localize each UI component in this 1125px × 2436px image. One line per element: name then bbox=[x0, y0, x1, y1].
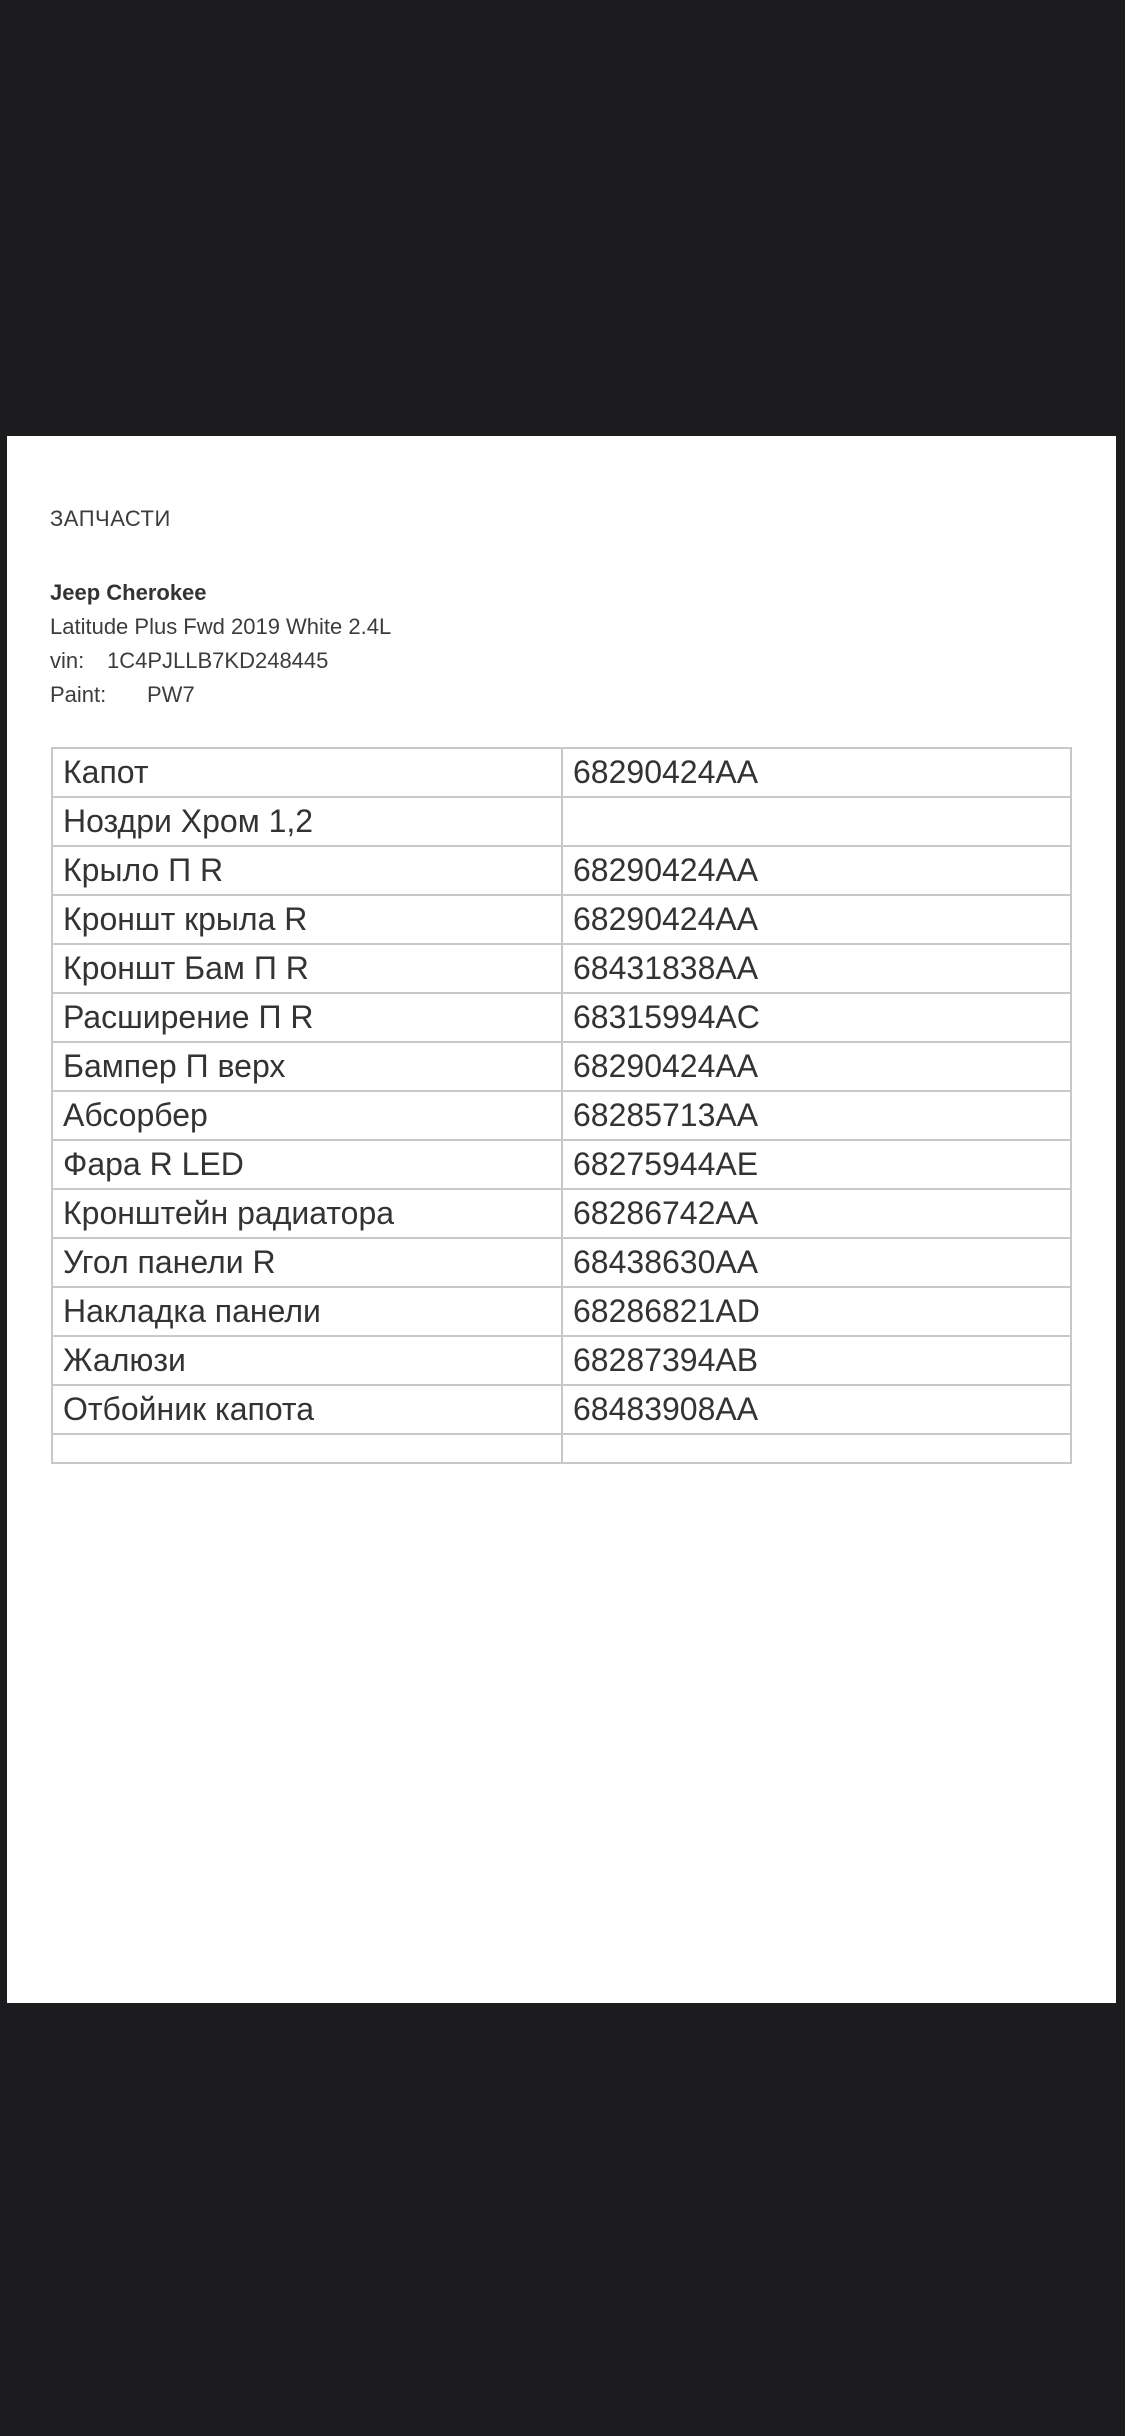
table-row bbox=[52, 1287, 1071, 1336]
document-page bbox=[7, 436, 1116, 2003]
part-name: Кронштейн радиатора bbox=[52, 1189, 562, 1238]
part-number: 68438630AA bbox=[562, 1238, 1071, 1287]
empty-cell bbox=[562, 1434, 1071, 1463]
table-row bbox=[52, 1238, 1071, 1287]
vehicle-trim: Latitude Plus Fwd 2019 White 2.4L bbox=[50, 614, 392, 639]
part-name: Абсорбер bbox=[52, 1091, 562, 1140]
part-number: 68285713AA bbox=[562, 1091, 1071, 1140]
section-title: ЗАПЧАСТИ bbox=[50, 506, 171, 531]
table-row bbox=[52, 748, 1071, 797]
part-name: Крыло П R bbox=[52, 846, 562, 895]
table-row bbox=[52, 895, 1071, 944]
part-number bbox=[562, 797, 1071, 846]
part-name: Бампер П верх bbox=[52, 1042, 562, 1091]
part-number: 68286742AA bbox=[562, 1189, 1071, 1238]
table-row bbox=[52, 846, 1071, 895]
part-number: 68290424AA bbox=[562, 748, 1071, 797]
vin-line bbox=[50, 644, 391, 678]
table-row bbox=[52, 944, 1071, 993]
table-row bbox=[52, 1042, 1071, 1091]
part-number: 68290424AA bbox=[562, 895, 1071, 944]
paint-line bbox=[50, 678, 391, 712]
part-number: 68286821AD bbox=[562, 1287, 1071, 1336]
table-row bbox=[52, 1189, 1071, 1238]
table-row bbox=[52, 797, 1071, 846]
part-number: 68431838AA bbox=[562, 944, 1071, 993]
table-row-empty bbox=[52, 1434, 1071, 1463]
part-name: Расширение П R bbox=[52, 993, 562, 1042]
part-name: Кроншт Бам П R bbox=[52, 944, 562, 993]
paint-value: PW7 bbox=[147, 682, 195, 707]
part-name: Кроншт крыла R bbox=[52, 895, 562, 944]
table-row bbox=[52, 1140, 1071, 1189]
table-row bbox=[52, 1091, 1071, 1140]
paint-label: Paint: bbox=[50, 682, 107, 707]
part-name: Капот bbox=[52, 748, 562, 797]
table-row bbox=[52, 993, 1071, 1042]
vehicle-make-model: Jeep Cherokee bbox=[50, 580, 207, 605]
part-number: 68483908AA bbox=[562, 1385, 1071, 1434]
empty-cell bbox=[52, 1434, 562, 1463]
vin-label: vin: bbox=[50, 648, 85, 673]
part-name: Ноздри Хром 1,2 bbox=[52, 797, 562, 846]
table-row bbox=[52, 1385, 1071, 1434]
part-name: Отбойник капота bbox=[52, 1385, 562, 1434]
part-number: 68290424AA bbox=[562, 1042, 1071, 1091]
vehicle-info bbox=[50, 576, 391, 712]
part-name: Жалюзи bbox=[52, 1336, 562, 1385]
part-number: 68275944AE bbox=[562, 1140, 1071, 1189]
part-name: Накладка панели bbox=[52, 1287, 562, 1336]
part-number: 68315994AC bbox=[562, 993, 1071, 1042]
parts-table bbox=[51, 747, 1072, 1464]
part-name: Фара R LED bbox=[52, 1140, 562, 1189]
table-row bbox=[52, 1336, 1071, 1385]
part-number: 68290424AA bbox=[562, 846, 1071, 895]
part-number: 68287394AB bbox=[562, 1336, 1071, 1385]
part-name: Угол панели R bbox=[52, 1238, 562, 1287]
vin-value: 1C4PJLLB7KD248445 bbox=[107, 648, 329, 673]
parts-table-body bbox=[52, 748, 1071, 1463]
